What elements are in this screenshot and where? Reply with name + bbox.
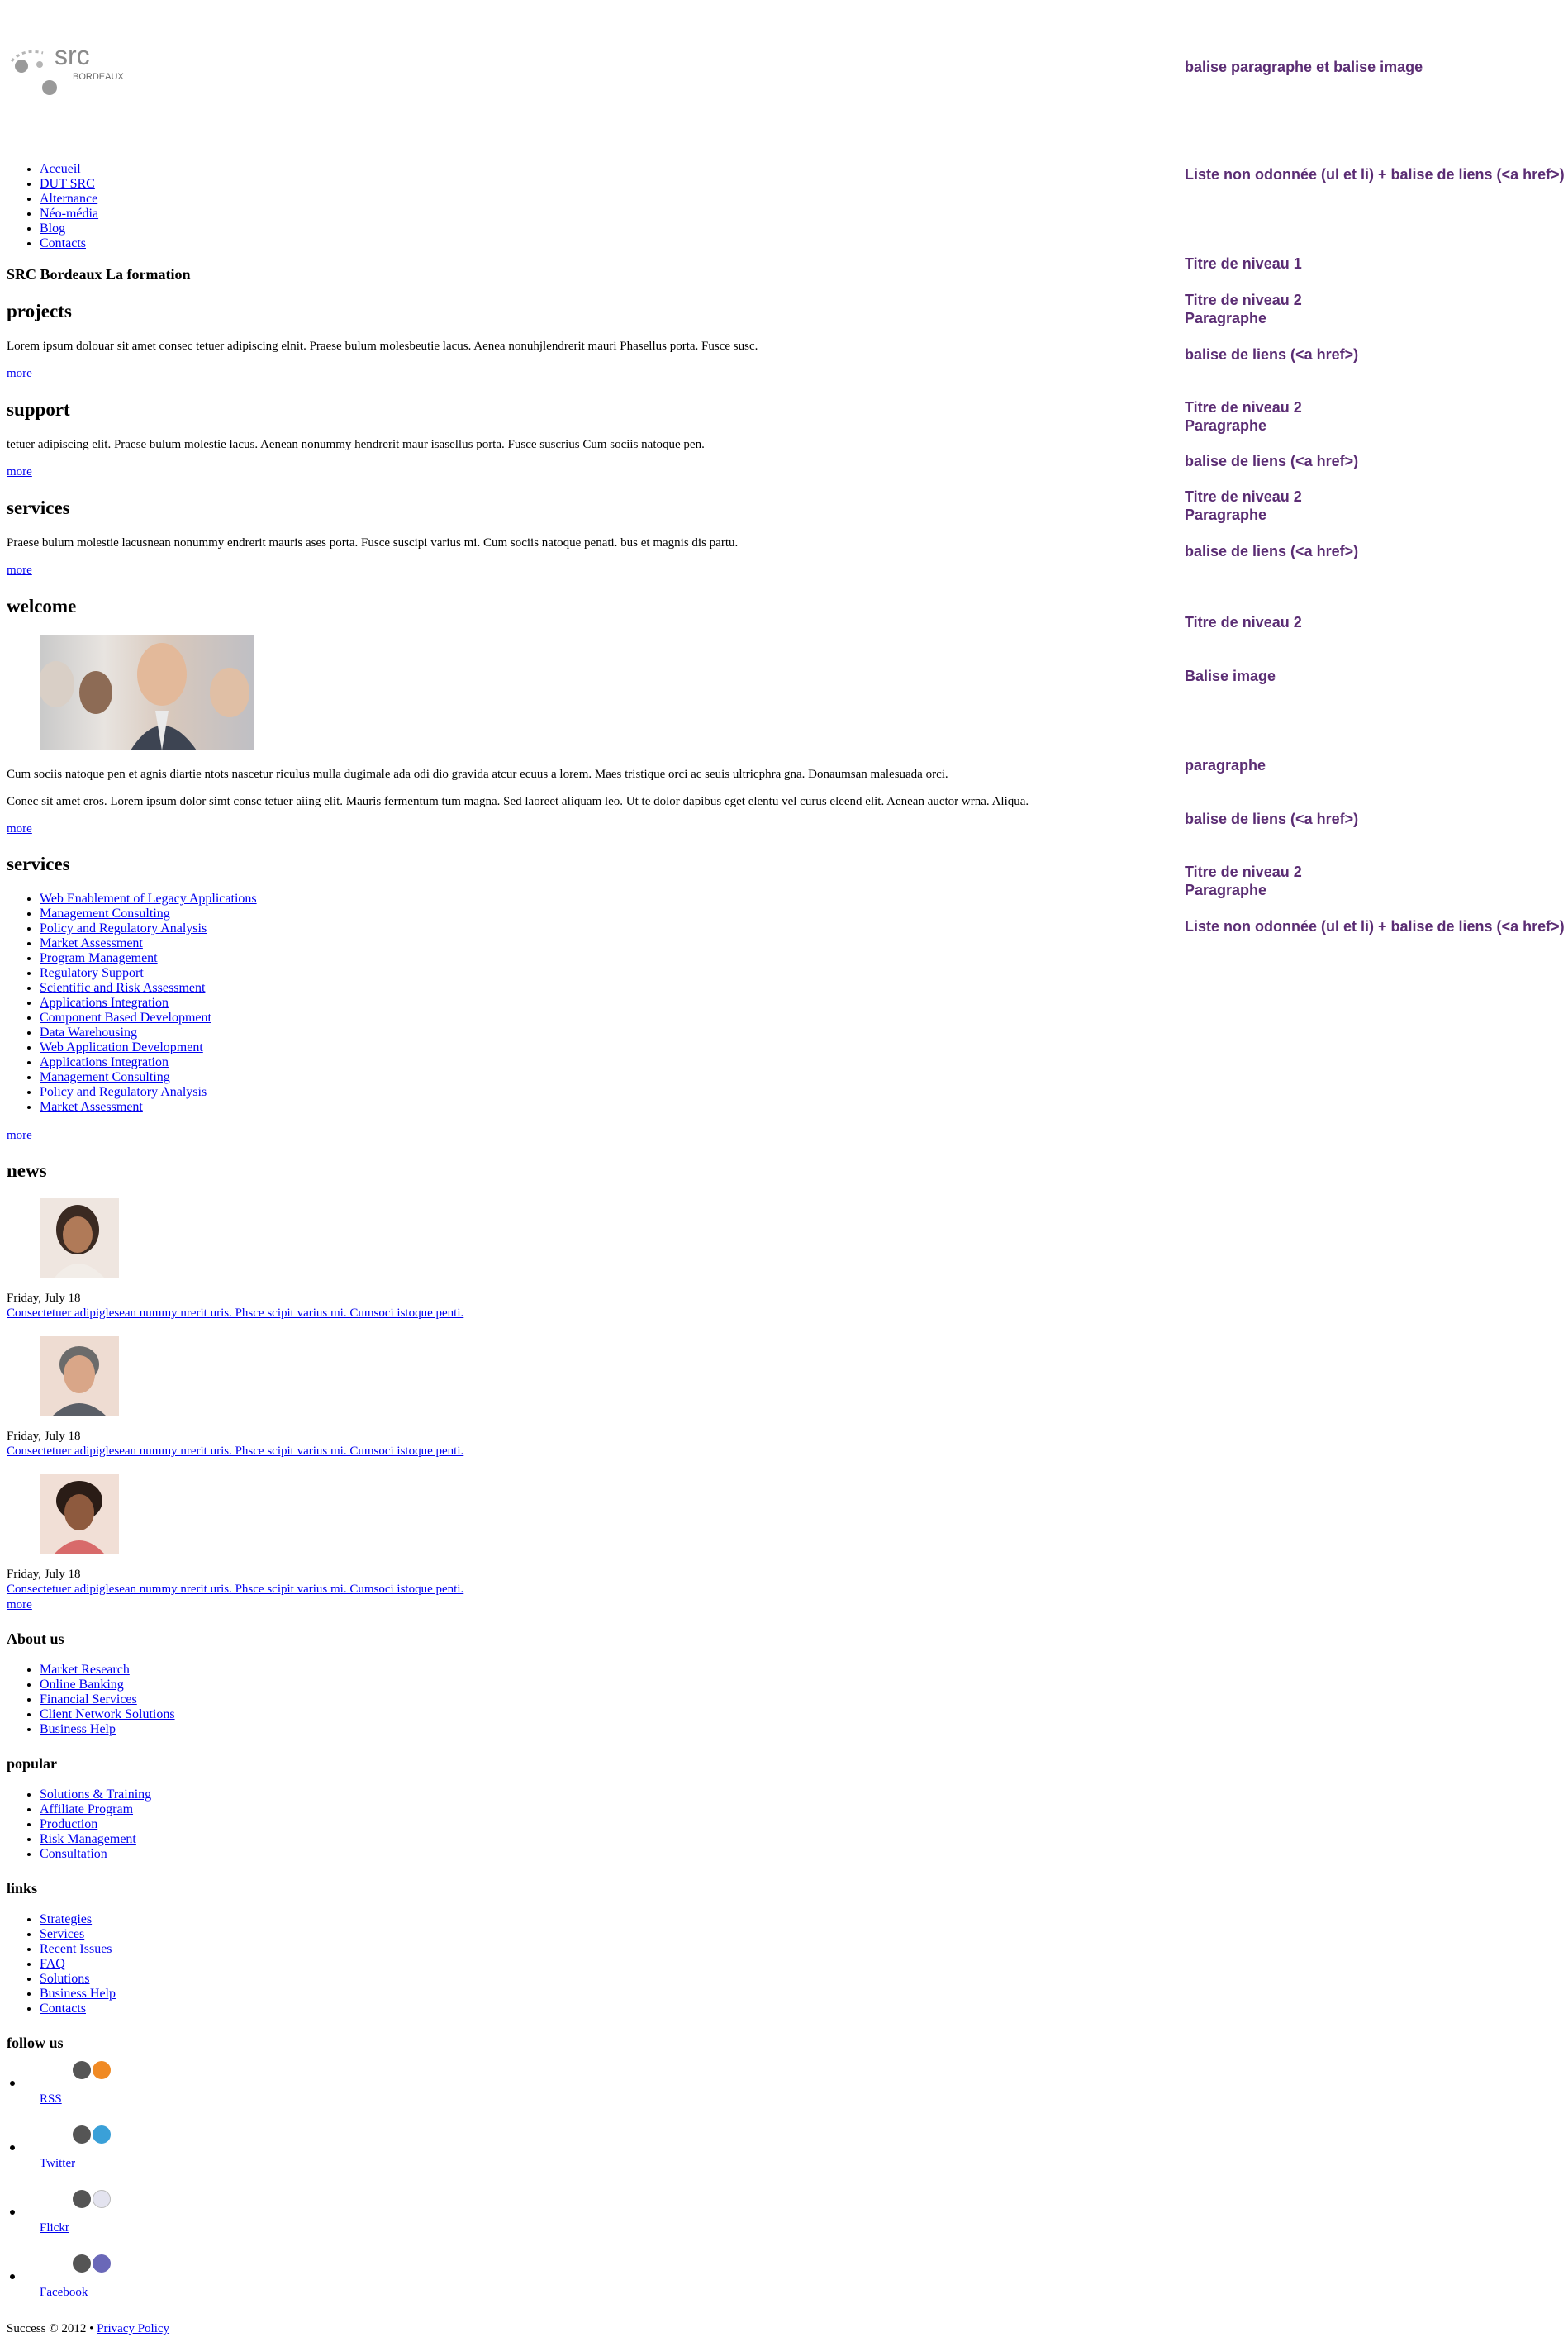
man-portrait-icon <box>40 1336 119 1416</box>
nav-item-blog <box>40 221 98 236</box>
list-item <box>40 1912 116 1927</box>
nav-item-accueil <box>40 162 98 177</box>
popular-list <box>0 1787 151 1862</box>
annotation-welcome-title: Titre de niveau 2 <box>1185 614 1302 631</box>
list-item <box>40 1787 151 1802</box>
news-link[interactable]: Consectetuer adipiglesean nummy nrerit uris. Phsce scipit varius mi. Cumsoci istoque penti. <box>7 1307 464 1320</box>
list-bullet <box>10 2210 15 2215</box>
social-item-flickr[interactable] <box>40 2190 112 2235</box>
annotation-projects-link: balise de liens (<a href>) <box>1185 346 1359 363</box>
annotation-paragraph: paragraphe <box>1185 757 1266 774</box>
about-link[interactable]: Business Help <box>40 1722 116 1736</box>
copyright <box>7 2322 169 2336</box>
news-title: news <box>7 1160 47 1181</box>
footer-link[interactable]: Business Help <box>40 1987 116 2001</box>
social-item-twitter[interactable] <box>40 2125 112 2171</box>
services-link[interactable]: Applications Integration <box>40 996 169 1010</box>
list-item <box>40 1678 175 1692</box>
popular-link[interactable]: Risk Management <box>40 1832 136 1846</box>
page-title: SRC Bordeaux La formation <box>7 266 191 283</box>
services-list-title: services <box>7 854 70 874</box>
about-list <box>0 1663 175 1737</box>
nav-item-contacts <box>40 236 98 251</box>
services-link[interactable]: Component Based Development <box>40 1011 211 1025</box>
facebook-dark-icon <box>73 2254 91 2273</box>
list-item <box>40 1722 175 1737</box>
list-item <box>40 1070 257 1085</box>
news-link[interactable]: Consectetuer adipiglesean nummy nrerit uris. Phsce scipit varius mi. Cumsoci istoque penti. <box>7 1445 464 1458</box>
projects-text: Lorem ipsum dolouar sit amet consec tetuer adipiscing elnit. Praese bulum molesbeutie lacus. Aenea nonuhjlendrerit mauri Phasellus porta. Fusce susc. <box>7 340 758 353</box>
projects-title: projects <box>7 301 72 321</box>
social-item-rss[interactable] <box>40 2061 112 2106</box>
footer-link[interactable]: Solutions <box>40 1972 90 1986</box>
flickr-dark-icon <box>73 2190 91 2208</box>
nav-item-dut-src <box>40 177 98 192</box>
list-item <box>40 1026 257 1040</box>
list-item <box>40 1987 116 2002</box>
welcome-title: welcome <box>7 596 77 616</box>
annotation-services-list: Liste non odonnée (ul et li) + balise de liens (<a href>) <box>1185 918 1565 935</box>
welcome-text-1: Cum sociis natoque pen et agnis diartie ntots nascetur riculus mulla dugimale ada odi dio gravida atcur ecuus a lorem. Maes tristique orci ac seuis ultricphra gna. Donaumsan malesuada orci. <box>7 768 948 781</box>
list-item <box>40 1663 175 1678</box>
services-link[interactable]: Applications Integration <box>40 1055 169 1069</box>
list-item <box>40 1927 116 1942</box>
footer-link[interactable]: Contacts <box>40 2002 86 2016</box>
list-item <box>40 981 257 996</box>
twitter-icon <box>93 2125 111 2144</box>
businessman-photo-icon <box>40 635 254 750</box>
services-link[interactable]: Scientific and Risk Assessment <box>40 981 206 995</box>
services-text: Praese bulum molestie lacusnean nonummy endrerit mauris ases porta. Fusce suscipi varius mi. Cum sociis natoque penati. bus et magnis dis partu. <box>7 536 739 550</box>
social-item-facebook[interactable] <box>40 2254 112 2300</box>
list-bullet <box>10 2081 15 2086</box>
svg-text:BORDEAUX: BORDEAUX <box>73 72 124 82</box>
services-list-more-link[interactable]: more <box>7 1129 32 1142</box>
list-item <box>40 1040 257 1055</box>
nav-item-neo-media <box>40 207 98 221</box>
list-item <box>40 1957 116 1972</box>
rss-icon <box>93 2061 111 2079</box>
site-logo[interactable] <box>7 43 139 102</box>
list-item <box>40 1942 116 1957</box>
about-link[interactable]: Market Research <box>40 1663 130 1677</box>
facebook-link[interactable]: Facebook <box>40 2286 88 2299</box>
projects-more-link[interactable]: more <box>7 367 32 380</box>
popular-link[interactable]: Production <box>40 1817 98 1831</box>
list-bullet <box>10 2274 15 2279</box>
services-title: services <box>7 497 70 518</box>
annotation-nav: Liste non odonnée (ul et li) + balise de liens (<a href>) <box>1185 166 1565 183</box>
services-link[interactable]: Regulatory Support <box>40 966 144 980</box>
services-link[interactable]: Data Warehousing <box>40 1026 137 1040</box>
flickr-icon <box>93 2190 111 2208</box>
twitter-link[interactable]: Twitter <box>40 2157 76 2170</box>
list-item <box>40 1847 151 1862</box>
about-link[interactable]: Financial Services <box>40 1692 137 1707</box>
annotation-image: Balise image <box>1185 668 1276 684</box>
support-title: support <box>7 399 70 420</box>
list-item <box>40 966 257 981</box>
services-link[interactable]: Management Consulting <box>40 1070 170 1084</box>
news-link[interactable]: Consectetuer adipiglesean nummy nrerit uris. Phsce scipit varius mi. Cumsoci istoque penti. <box>7 1583 464 1596</box>
services-link[interactable]: Program Management <box>40 951 158 965</box>
popular-link[interactable]: Consultation <box>40 1847 107 1861</box>
welcome-more-link[interactable]: more <box>7 822 32 835</box>
rss-link[interactable]: RSS <box>40 2092 62 2106</box>
nav-link-dut-src[interactable]: DUT SRC <box>40 177 95 191</box>
svg-text:src: src <box>55 43 90 70</box>
services-link[interactable]: Management Consulting <box>40 907 170 921</box>
news-more-link[interactable]: more <box>7 1598 32 1611</box>
list-item <box>40 1692 175 1707</box>
popular-title: popular <box>7 1755 58 1772</box>
list-item <box>40 996 257 1011</box>
services-link[interactable]: Web Application Development <box>40 1040 203 1054</box>
services-link[interactable]: Market Assessment <box>40 936 143 950</box>
list-item <box>40 1972 116 1987</box>
twitter-dark-icon <box>73 2125 91 2144</box>
services-more-link[interactable]: more <box>7 564 32 577</box>
annotation-services-link: balise de liens (<a href>) <box>1185 543 1359 559</box>
annotation-projects-para: Paragraphe <box>1185 310 1267 326</box>
flickr-link[interactable]: Flickr <box>40 2221 69 2235</box>
list-item <box>40 2002 116 2016</box>
list-item <box>40 921 257 936</box>
support-more-link[interactable]: more <box>7 465 32 478</box>
woman-portrait-icon <box>40 1474 119 1554</box>
list-item <box>40 1011 257 1026</box>
nav-link-contacts[interactable]: Contacts <box>40 236 86 250</box>
list-item <box>40 1100 257 1115</box>
about-link[interactable]: Client Network Solutions <box>40 1707 175 1721</box>
list-item <box>40 1055 257 1070</box>
footer-link[interactable]: FAQ <box>40 1957 65 1971</box>
about-link[interactable]: Online Banking <box>40 1678 124 1692</box>
news-photo-1 <box>40 1198 119 1278</box>
annotation-projects-title: Titre de niveau 2 <box>1185 292 1302 308</box>
news-photo-2 <box>40 1336 119 1416</box>
welcome-image <box>40 635 254 750</box>
list-bullet <box>10 2145 15 2150</box>
facebook-icon <box>93 2254 111 2273</box>
nav-link-neo-media[interactable]: Néo-média <box>40 207 99 221</box>
footer-link[interactable]: Recent Issues <box>40 1942 112 1956</box>
services-link[interactable]: Policy and Regulatory Analysis <box>40 1085 207 1099</box>
links-list <box>0 1912 116 2016</box>
nav-link-accueil[interactable]: Accueil <box>40 162 81 176</box>
annotation-h1: Titre de niveau 1 <box>1185 255 1302 272</box>
annotation-logo: balise paragraphe et balise image <box>1185 59 1423 75</box>
services-list <box>0 892 257 1115</box>
annotation-services-title: Titre de niveau 2 <box>1185 488 1302 505</box>
popular-link[interactable]: Solutions & Training <box>40 1787 152 1802</box>
rss-dark-icon <box>73 2061 91 2079</box>
annotation-welcome-link: balise de liens (<a href>) <box>1185 811 1359 827</box>
list-item <box>40 1832 151 1847</box>
list-item <box>40 907 257 921</box>
list-item <box>40 1802 151 1817</box>
copyright-text: Success © 2012 • <box>7 2322 94 2335</box>
annotation-support-link: balise de liens (<a href>) <box>1185 453 1359 469</box>
popular-link[interactable]: Affiliate Program <box>40 1802 134 1816</box>
news-date: Friday, July 18 <box>7 1568 81 1581</box>
nav-link-alternance[interactable]: Alternance <box>40 192 98 206</box>
annotation-services-para: Paragraphe <box>1185 507 1267 523</box>
news-date: Friday, July 18 <box>7 1292 81 1305</box>
links-title: links <box>7 1880 38 1897</box>
list-item <box>40 1817 151 1832</box>
list-item <box>40 951 257 966</box>
services-link[interactable]: Market Assessment <box>40 1100 143 1114</box>
footer-link[interactable]: Services <box>40 1927 85 1941</box>
welcome-text-2: Conec sit amet eros. Lorem ipsum dolor simt consc tetuer aiing elit. Mauris fermentum tum magna. Sed laoreet aliquam leo. Ut te dolor dapibus eget elentu vel curus eleend elit. Aenean auctor wrna. Aliqua. <box>7 795 1029 808</box>
list-item <box>40 936 257 951</box>
annotation-services-list-para: Paragraphe <box>1185 882 1267 898</box>
woman-portrait-icon <box>40 1198 119 1278</box>
annotation-services-list-title: Titre de niveau 2 <box>1185 864 1302 880</box>
support-text: tetuer adipiscing elit. Praese bulum molestie lacus. Aenean nonummy hendrerit maur isasellus porta. Fusce suscrius Cum sociis natoque pen. <box>7 438 705 451</box>
nav-item-alternance <box>40 192 98 207</box>
nav-link-blog[interactable]: Blog <box>40 221 66 236</box>
about-title: About us <box>7 1630 64 1647</box>
footer-link[interactable]: Strategies <box>40 1912 93 1926</box>
list-item <box>40 1085 257 1100</box>
services-link[interactable]: Web Enablement of Legacy Applications <box>40 892 257 906</box>
list-item <box>40 892 257 907</box>
news-photo-3 <box>40 1474 119 1554</box>
list-item <box>40 1707 175 1722</box>
follow-title: follow us <box>7 2035 64 2051</box>
logo-mark-icon <box>7 43 139 102</box>
news-date: Friday, July 18 <box>7 1430 81 1443</box>
main-nav <box>0 162 98 251</box>
services-link[interactable]: Policy and Regulatory Analysis <box>40 921 207 935</box>
annotation-support-para: Paragraphe <box>1185 417 1267 434</box>
annotation-support-title: Titre de niveau 2 <box>1185 399 1302 416</box>
privacy-policy-link[interactable]: Privacy Policy <box>97 2322 170 2335</box>
